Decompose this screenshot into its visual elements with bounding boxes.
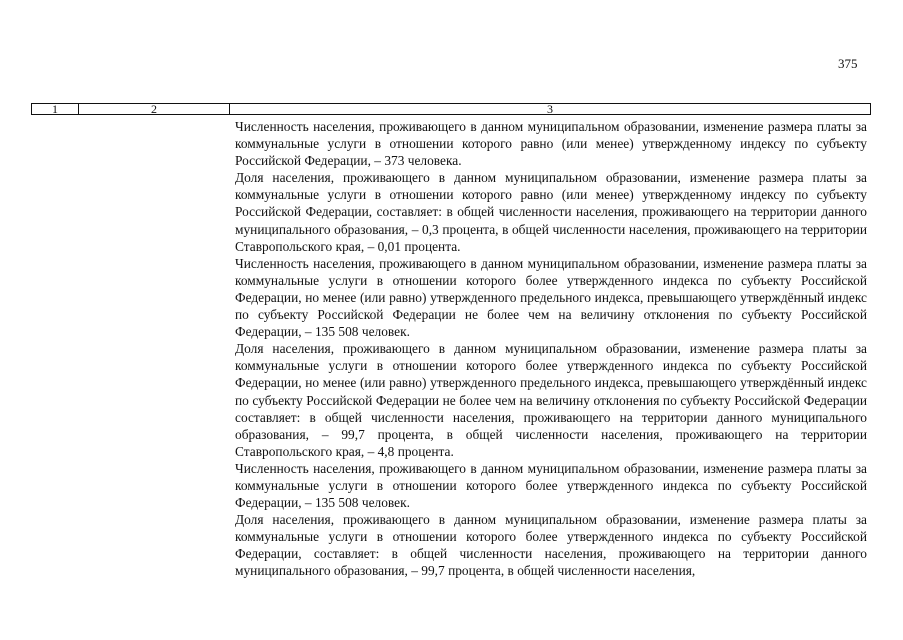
- paragraph-population-equal-index: Численность населения, проживающего в данном муниципальном образовании, изменение размера платы за коммунальные услуги в отношении которого равно (или менее) утвержденному индексу по субъекту Российской Федерации, – 373 человека.: [235, 119, 867, 169]
- page-number: 375: [838, 56, 858, 71]
- column-2-header: 2: [79, 104, 230, 114]
- paragraph-population-within-limit: Численность населения, проживающего в данном муниципальном образовании, изменение размера платы за коммунальные услуги в отношении которого более утвержденного индекса по субъекту Российской Федерации, но менее (или равно) утвержденного предельного индекса, превышающего утверждённый индекс по субъекту Российской Федерации не более чем на величину отклонения по субъекту Российской Федерации, – 135 508 человек.: [235, 255, 867, 340]
- paragraph-population-above-index: Численность населения, проживающего в данном муниципальном образовании, изменение размера платы за коммунальные услуги в отношении которого более утвержденного индекса по субъекту Российской Федерации, – 135 508 человек.: [235, 460, 867, 511]
- column-1-header: 1: [32, 104, 79, 114]
- paragraph-share-above-index: Доля населения, проживающего в данном муниципальном образовании, изменение размера платы за коммунальные услуги в отношении которого более утвержденного индекса по субъекту Российской Федерации, составляет: в общей численности населения, проживающего на территории данного муниципального образования, – 99,7 процента, в общей численности населения,: [235, 512, 867, 579]
- column-3-header: 3: [547, 102, 553, 116]
- paragraph-share-equal-index: Доля населения, проживающего в данном муниципальном образовании, изменение размера платы за коммунальные услуги в отношении которого равно (или менее) утвержденному индексу по субъекту Российской Федерации, составляет: в общей численности населения, проживающего на территории данного муниципального образования, – 0,3 процента, в общей численности населения, проживающего на территории Ставропольского края, – 0,01 процента.: [235, 170, 867, 254]
- table-header-row: [31, 103, 871, 115]
- paragraph-share-within-limit: Доля населения, проживающего в данном муниципальном образовании, изменение размера платы за коммунальные услуги в отношении которого более утвержденного индекса по субъекту Российской Федерации, но менее (или равно) утвержденного предельного индекса, превышающего утверждённый индекс по субъекту Российской Федерации не более чем на величину отклонения по субъекту Российской Федерации составляет: в общей численности населения, проживающего на территории данного муниципального образования, – 99,7 процента, в общей численности населения, проживающего на территории Ставропольского края, – 4,8 процента.: [235, 341, 867, 459]
- column-3-text: [235, 118, 867, 580]
